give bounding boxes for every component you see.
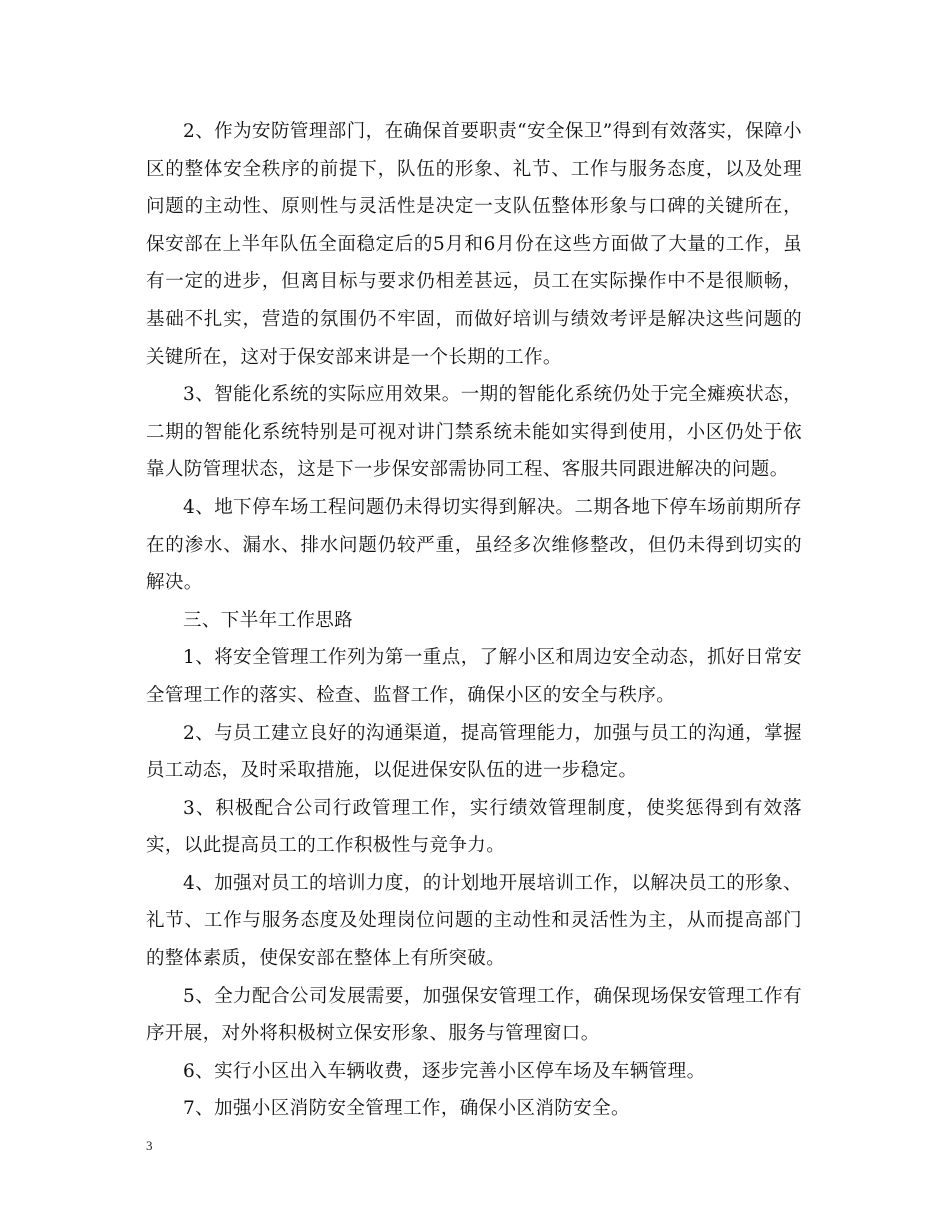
paragraph-plan-1-safety-management: 1、将安全管理工作列为第一重点，了解小区和周边安全动态，抓好日常安全管理工作的落实、检查、监督工作，确保小区的安全与秩序。 xyxy=(146,647,802,706)
paragraph-item-3-intelligent-system: 3、智能化系统的实际应用效果。一期的智能化系统仍处于完全瘫痪状态，二期的智能化系统特别是可视对讲门禁系统未能如实得到使用，小区仍处于依靠人防管理状态，这是下一步保安部需协同工程、客服共同跟进解决的问题。 xyxy=(146,384,802,481)
paragraph-plan-5-company-development: 5、全力配合公司发展需要，加强保安管理工作，确保现场保安管理工作有序开展，对外将积极树立保安形象、服务与管理窗口。 xyxy=(146,985,802,1045)
paragraph-item-2-image-etiquette: 2、作为安防管理部门，在确保首要职责“安全保卫”得到有效落实，保障小区的整体安全秩序的前提下，队伍的形象、礼节、工作与服务态度，以及处理问题的主动性、原则性与灵活性是决定一支队伍整体形象与口碑的关键所在，保安部在上半年队伍全面稳定后的5月和6月份在这些方面做了大量的工作，虽有一定的进步，但离目标与要求仍相差甚远，员工在实际操作中不是很顺畅，基础不扎实，营造的氛围仍不牢固，而做好培训与绩效考评是解决这些问题的关键所在，这对于保安部来讲是一个长期的工作。 xyxy=(146,121,802,368)
paragraph-item-4-parking-garage: 4、地下停车场工程问题仍未得切实得到解决。二期各地下停车场前期所存在的渗水、漏水、排水问题仍较严重，虽经多次维修整改，但仍未得到切实的解决。 xyxy=(146,496,802,594)
paragraph-plan-6-vehicle-fees: 6、实行小区出入车辆收费，逐步完善小区停车场及车辆管理。 xyxy=(183,1060,706,1082)
paragraph-plan-4-training: 4、加强对员工的培训力度，的计划地开展培训工作，以解决员工的形象、礼节、工作与服务态度及处理岗位问题的主动性和灵活性为主，从而提高部门的整体素质，使保安部在整体上有所突破。 xyxy=(146,872,802,970)
page-number: 3 xyxy=(146,1138,153,1153)
section-heading-second-half-plan: 三、下半年工作思路 xyxy=(183,609,354,631)
paragraph-plan-2-staff-communication: 2、与员工建立良好的沟通渠道，提高管理能力，加强与员工的沟通，掌握员工动态，及时采取措施，以促进保安队伍的进一步稳定。 xyxy=(146,722,802,782)
paragraph-plan-7-fire-safety: 7、加强小区消防安全管理工作，确保小区消防安全。 xyxy=(183,1098,630,1120)
paragraph-plan-3-performance-management: 3、积极配合公司行政管理工作，实行绩效管理制度，使奖惩得到有效落实，以此提高员工的工作积极性与竞争力。 xyxy=(146,797,802,857)
document-body xyxy=(146,113,802,1128)
